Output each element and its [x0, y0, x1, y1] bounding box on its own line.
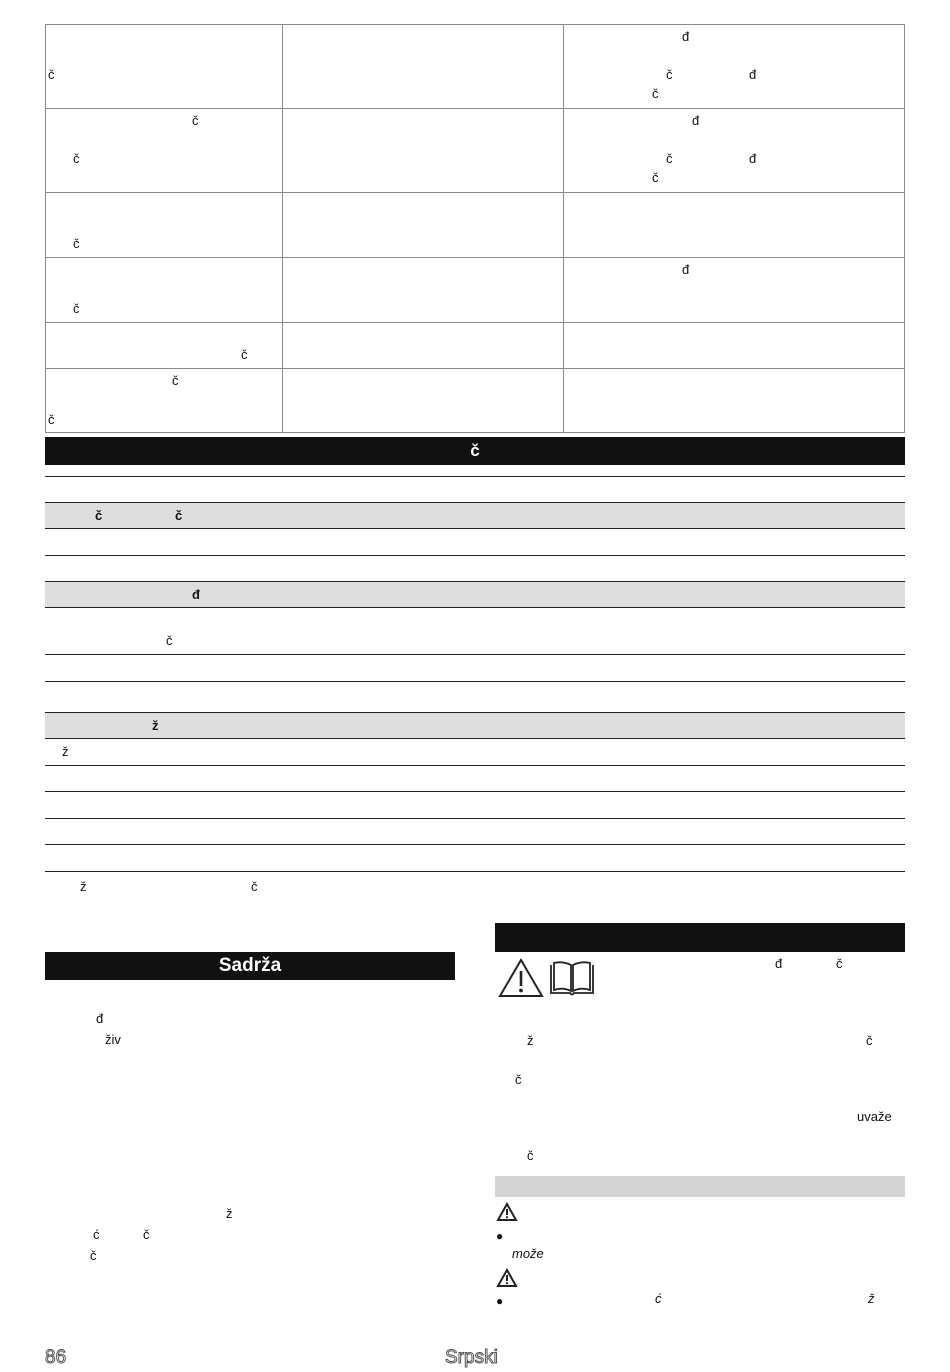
warning-icon — [496, 1202, 518, 1222]
row-divider — [46, 257, 904, 258]
table-group-header — [45, 712, 905, 739]
table-cell-text: ž — [62, 744, 69, 759]
contents-text: ž — [226, 1206, 233, 1221]
row-divider — [46, 368, 904, 369]
warning-triangle-icon — [497, 957, 545, 999]
table-cell-text: č — [652, 86, 659, 101]
safety-text: ž — [527, 1033, 534, 1048]
table-cell-text: č — [48, 412, 55, 427]
table-cell-text: đ — [682, 29, 690, 44]
warning-icon — [496, 1268, 518, 1288]
contents-text: đ — [96, 1011, 104, 1026]
section-header-text: č — [470, 441, 480, 460]
bullet-icon: ● — [496, 1229, 504, 1243]
section-header-technical-data — [45, 437, 905, 465]
column-divider — [563, 25, 564, 432]
table-rule — [45, 476, 905, 477]
contents-text: č — [143, 1227, 150, 1242]
table-note-text: ž — [80, 879, 87, 894]
safety-text: č — [866, 1033, 873, 1048]
safety-subheader — [495, 1176, 905, 1197]
table-rule — [45, 765, 905, 766]
safety-header — [495, 923, 905, 952]
table-rule — [45, 844, 905, 845]
table-rule — [45, 818, 905, 819]
bullet-icon: ● — [496, 1294, 504, 1308]
table-group-header — [45, 502, 905, 529]
safety-text: č — [515, 1072, 522, 1087]
table-cell-text: č — [652, 170, 659, 185]
group-header-text: č — [175, 508, 183, 523]
warning-text: ž — [868, 1291, 875, 1306]
table-cell-text: đ — [749, 67, 757, 82]
table-rule — [45, 871, 905, 872]
table-cell-text: č — [48, 67, 55, 82]
table-cell-text: č — [166, 633, 173, 648]
properties-table — [45, 24, 905, 433]
safety-text: đ — [775, 956, 783, 971]
group-header-text: đ — [192, 587, 200, 602]
footer-language: Srpski — [445, 1347, 498, 1368]
page-number: 86 — [45, 1347, 67, 1368]
table-cell-text: č — [73, 151, 80, 166]
table-cell-text: č — [172, 373, 179, 388]
table-note-text: č — [251, 879, 258, 894]
contents-text: ć — [93, 1227, 100, 1242]
table-rule — [45, 681, 905, 682]
safety-text: č — [836, 956, 843, 971]
row-divider — [46, 322, 904, 323]
table-rule — [45, 555, 905, 556]
group-header-text: ž — [152, 718, 159, 733]
table-cell-text: č — [73, 236, 80, 251]
table-cell-text: č — [192, 113, 199, 128]
warning-text: ć — [655, 1291, 662, 1306]
table-cell-text: č — [666, 67, 673, 82]
safety-text: č — [527, 1148, 534, 1163]
warning-text: može — [512, 1246, 544, 1261]
contents-text: č — [90, 1248, 97, 1263]
read-manual-icon — [548, 959, 596, 999]
group-header-text: č — [95, 508, 103, 523]
table-cell-text: č — [666, 151, 673, 166]
table-cell-text: č — [241, 347, 248, 362]
table-rule — [45, 791, 905, 792]
column-divider — [282, 25, 283, 432]
table-cell-text: č — [73, 301, 80, 316]
table-cell-text: đ — [692, 113, 700, 128]
table-rule — [45, 654, 905, 655]
row-divider — [46, 108, 904, 109]
table-cell-text: đ — [749, 151, 757, 166]
contents-text: živ — [105, 1032, 121, 1047]
contents-title: Sadrža — [218, 955, 282, 976]
contents-header — [45, 952, 455, 980]
row-divider — [46, 192, 904, 193]
safety-text: uvaže — [857, 1109, 892, 1124]
table-cell-text: đ — [682, 262, 690, 277]
table-group-header — [45, 581, 905, 608]
